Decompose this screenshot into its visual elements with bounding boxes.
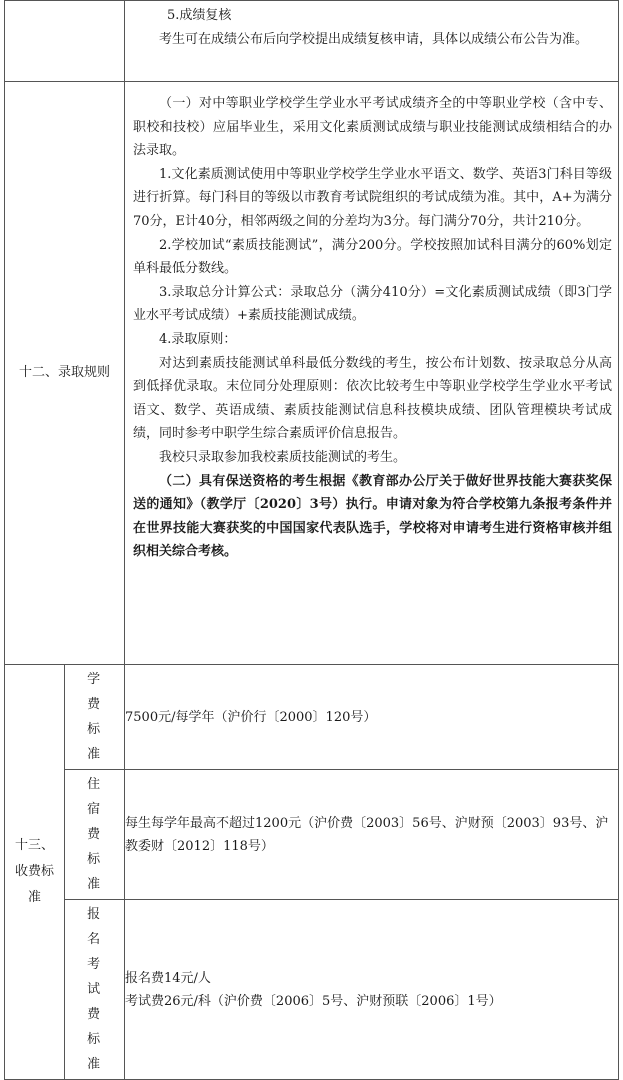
s12-para-5: 4.录取原则：: [159, 331, 237, 347]
exam-fee-line-2: 考试费26元/科（沪价费〔2006〕5号、沪财预联〔2006〕1号）: [125, 993, 502, 1009]
s12-para-1: （一）对中等职业学校学生学业水平考试成绩齐全的中等职业学校（含中专、职校和技校）应届毕业生，采用文化素质测试成绩与职业技能测试成绩相结合的办法录取。: [133, 96, 612, 159]
row-score-review: [5, 1, 619, 82]
tuition-line: 7500元/每学年（沪价行〔2000〕120号）: [125, 709, 377, 725]
row-housing: [5, 770, 619, 900]
s12-para-2: 1.文化素质测试使用中等职业学校学生学业水平语文、数学、英语3门科目等级进行折算。每门科目的等级以市教育考试院组织的考试成绩为准。其中，A+为满分70分，E计40分，相邻两级之间的分差均为3分。每门满分70分，共计210分。: [133, 166, 612, 229]
score-review-heading: 5.成绩复核: [167, 8, 232, 23]
score-review-cell: [125, 1, 619, 82]
empty-label-cell: [5, 1, 125, 82]
row-exam-fee: [5, 900, 619, 1080]
tuition-value: [125, 665, 619, 770]
tuition-label: 学费标准: [65, 665, 125, 770]
exam-fee-label: 报名考试费标准: [65, 900, 125, 1080]
s12-para-7: 我校只录取参加我校素质技能测试的考生。: [159, 449, 407, 465]
housing-value: [125, 770, 619, 900]
housing-line: 每生每学年最高不超过1200元（沪价费〔2003〕56号、沪财预〔2003〕93号、沪教委财〔2012〕118号）: [125, 815, 609, 854]
exam-fee-value: [125, 900, 619, 1080]
admission-table: [4, 0, 619, 1080]
s12-para-8: （二）具有保送资格的考生根据《教育部办公厅关于做好世界技能大赛获奖保送的通知》（教学厅〔2020〕3号）执行。申请对象为符合学校第九条报考条件并在世界技能大赛获奖的中国国家代表队选手，学校将对申请考生进行资格审核并组织相关综合考核。: [133, 473, 612, 560]
s12-para-4: 3.录取总分计算公式：录取总分（满分410分）=文化素质测试成绩（即3门学业水平考试成绩）+素质技能测试成绩。: [133, 284, 612, 324]
s12-para-6: 对达到素质技能测试单科最低分数线的考生，按公布计划数、按录取总分从高到低择优录取。末位同分处理原则：依次比较考生中等职业学校学生学业水平考试语文、数学、英语成绩、素质技能测试信息科技模块成绩、团队管理模块考试成绩，同时参考中职学生综合素质评价信息报告。: [133, 355, 612, 442]
exam-fee-line-1: 报名费14元/人: [125, 970, 211, 986]
s12-para-3: 2.学校加试“素质技能测试”，满分200分。学校按照加试科目满分的60%划定单科最低分数线。: [133, 237, 612, 277]
section12-label: 十二、录取规则: [5, 82, 125, 665]
section13-label: 十三、收费标准: [5, 665, 65, 1080]
housing-label: 住宿费标准: [65, 770, 125, 900]
score-review-text: 考生可在成绩公布后向学校提出成绩复核申请，具体以成绩公布公告为准。: [159, 31, 589, 47]
row-section12: [5, 82, 619, 665]
section12-content: [125, 82, 619, 665]
row-tuition: [5, 665, 619, 770]
